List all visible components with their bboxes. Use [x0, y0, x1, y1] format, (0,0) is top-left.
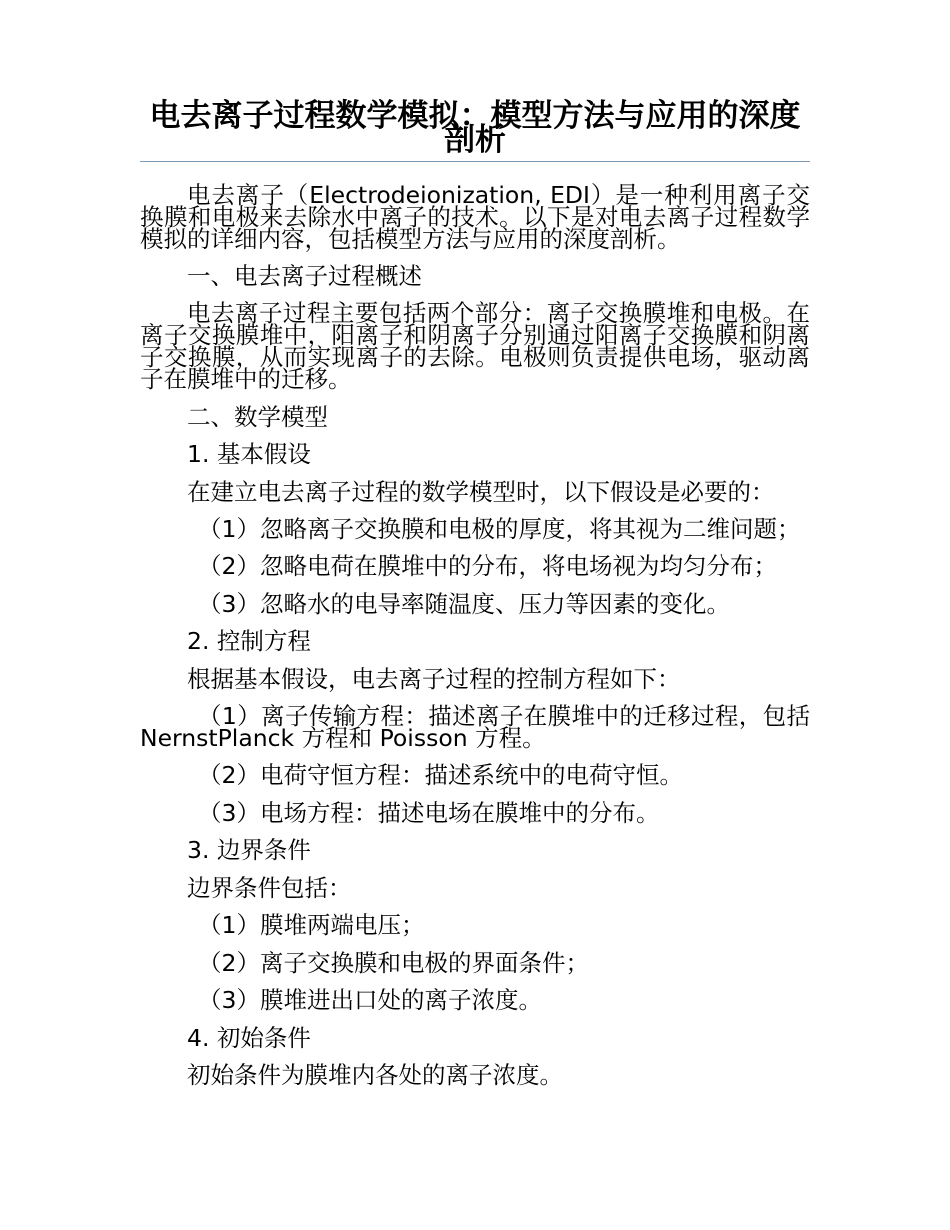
boundary-item-2: （2）离子交换膜和电极的界面条件； [198, 948, 589, 977]
document-title: 电去离子过程数学模拟：模型方法与应用的深度剖析 [149, 98, 801, 158]
equation-item-3: （3）电场方程：描述电场在膜堆中的分布。 [198, 798, 660, 827]
boundary-item-3: （3）膜堆进出口处的离子浓度。 [198, 986, 542, 1014]
intro-paragraph: 电去离子（Electrodeionization, EDI）是一种利用离子交换膜和电极来去除水中离子的技术。以下是对电去离子过程数学模拟的详细内容，包括模型方法与应用的深度剖析。 [140, 181, 810, 253]
initial-conditions-text: 初始条件为膜堆内各处的离子浓度。 [187, 1061, 563, 1089]
assumption-item-1: （1）忽略离子交换膜和电极的厚度，将其视为二维问题； [198, 515, 801, 543]
assumption-item-3: （3）忽略水的电导率随温度、压力等因素的变化。 [198, 589, 730, 618]
equation-item-2: （2）电荷守恒方程：描述系统中的电荷守恒。 [198, 761, 683, 789]
subheading-assumptions: 1. 基本假设 [187, 440, 311, 468]
assumptions-intro: 在建立电去离子过程的数学模型时，以下假设是必要的： [187, 477, 775, 506]
subheading-governing-equations: 2. 控制方程 [187, 627, 311, 655]
assumption-item-2: （2）忽略电荷在膜堆中的分布，将电场视为均匀分布； [198, 552, 777, 580]
subheading-boundary-conditions: 3. 边界条件 [187, 836, 311, 864]
equations-intro: 根据基本假设，电去离子过程的控制方程如下： [187, 664, 681, 693]
title-underline [140, 161, 810, 162]
section-heading-model: 二、数学模型 [187, 402, 328, 431]
boundary-item-1: （1）膜堆两端电压； [198, 911, 425, 939]
boundary-intro: 边界条件包括： [187, 873, 352, 902]
equation-item-1: （1）离子传输方程：描述离子在膜堆中的迁移过程，包括 NernstPlanck 方程和 Poisson 方程。 [140, 702, 810, 752]
subheading-initial-conditions: 4. 初始条件 [187, 1023, 311, 1052]
document-body [140, 180, 810, 1095]
section-heading-overview: 一、电去离子过程概述 [187, 262, 422, 290]
overview-paragraph: 电去离子过程主要包括两个部分：离子交换膜堆和电极。在离子交换膜堆中，阳离子和阴离子分别通过阳离子交换膜和阴离子交换膜，从而实现离子的去除。电极则负责提供电场，驱动离子在膜堆中的迁移。 [140, 298, 810, 393]
